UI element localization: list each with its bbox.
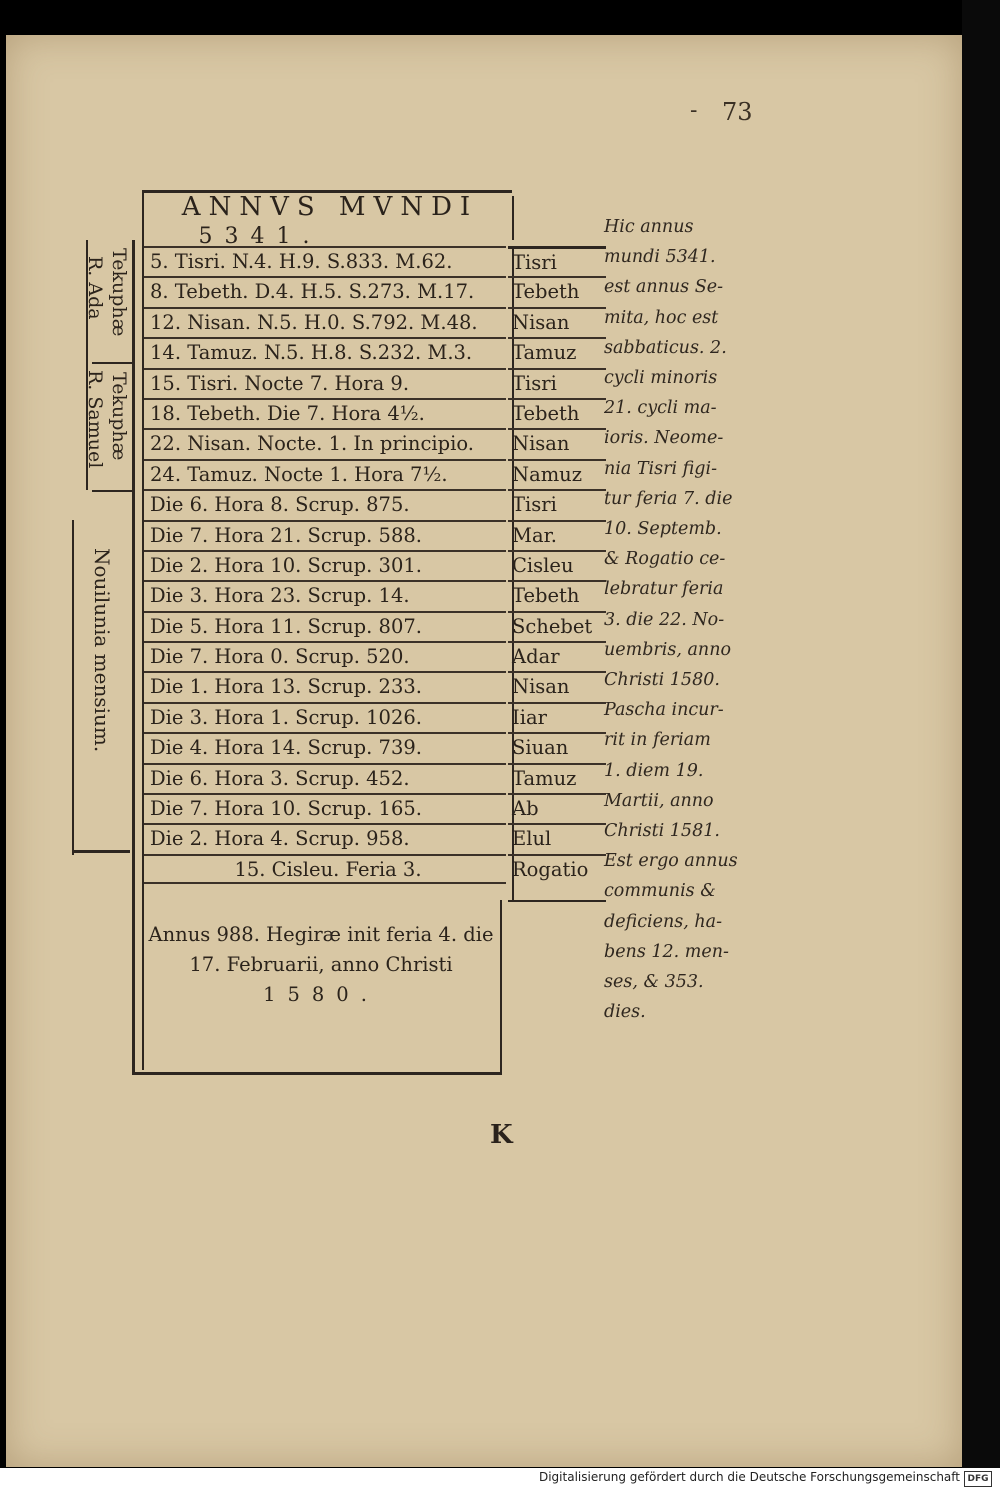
outer-left-rule bbox=[132, 240, 135, 1075]
month-cell: Tamuz bbox=[508, 337, 606, 367]
margin-note-line: nia Tisri figi- bbox=[604, 458, 718, 479]
margin-note-line: ses, & 353. bbox=[604, 972, 704, 993]
dfg-logo: DFG bbox=[964, 1471, 992, 1487]
month-cell: Cisleu bbox=[508, 550, 606, 580]
margin-note-line: cycli minoris bbox=[604, 368, 718, 389]
month-cell: Tebeth bbox=[508, 580, 606, 610]
table-row: Die 6. Hora 3. Scrup. 452. bbox=[144, 763, 506, 793]
left-col-divider-1 bbox=[92, 362, 132, 364]
table-row: Die 5. Hora 11. Scrup. 807. bbox=[144, 611, 506, 641]
hegira-line-1: Annus 988. Hegiræ init feria 4. die bbox=[148, 923, 494, 946]
table-row: Die 3. Hora 1. Scrup. 1026. bbox=[144, 702, 506, 732]
noviluna-label: Nouilunia mensium. bbox=[90, 548, 114, 753]
table-rows bbox=[144, 246, 506, 884]
margin-note-line: mundi 5341. bbox=[604, 247, 716, 268]
month-cell: Adar bbox=[508, 641, 606, 671]
month-cell: Tisri bbox=[508, 368, 606, 398]
margin-note-line: lebratur feria bbox=[604, 579, 724, 600]
hegira-note bbox=[146, 920, 496, 1010]
table-row: Die 3. Hora 23. Scrup. 14. bbox=[144, 580, 506, 610]
left-col-divider-2 bbox=[92, 490, 132, 492]
margin-note-line: 1. diem 19. bbox=[604, 760, 704, 781]
left-col-outer-rule bbox=[72, 520, 74, 855]
table-row: 18. Tebeth. Die 7. Hora 4½. bbox=[144, 398, 506, 428]
hegira-line-3: 1580. bbox=[263, 983, 379, 1006]
table-row: 15. Tisri. Nocte 7. Hora 9. bbox=[144, 368, 506, 398]
month-cell: Nisan bbox=[508, 307, 606, 337]
margin-note-line: ioris. Neome- bbox=[604, 428, 724, 449]
margin-note-line: 21. cycli ma- bbox=[604, 398, 717, 419]
margin-note-line: 3. die 22. No- bbox=[604, 609, 725, 630]
month-column-bottom-rule bbox=[508, 900, 606, 902]
month-cell: Ab bbox=[508, 793, 606, 823]
margin-note-line: Martii, anno bbox=[604, 790, 714, 811]
scan-border bbox=[962, 0, 1000, 1468]
margin-note-line: 10. Septemb. bbox=[604, 519, 722, 540]
table-row: 8. Tebeth. D.4. H.5. S.273. M.17. bbox=[144, 276, 506, 306]
table-row: 24. Tamuz. Nocte 1. Hora 7½. bbox=[144, 459, 506, 489]
month-cell: Rogatio bbox=[508, 854, 606, 884]
margin-note-line: mita, hoc est bbox=[604, 307, 719, 328]
margin-note-line: Christi 1581. bbox=[604, 821, 720, 842]
table-row-final: 15. Cisleu. Feria 3. bbox=[144, 854, 506, 884]
table-row: Die 6. Hora 8. Scrup. 875. bbox=[144, 489, 506, 519]
table-year: 5341. bbox=[198, 224, 322, 249]
margin-note-line: Pascha incur- bbox=[604, 700, 724, 721]
footer-text: Digitalisierung gefördert durch die Deutsche Forschungsgemeinschaft bbox=[538, 1470, 960, 1484]
table-row: 14. Tamuz. N.5. H.8. S.232. M.3. bbox=[144, 337, 506, 367]
margin-note-line: sabbaticus. 2. bbox=[604, 337, 727, 358]
page-number: 73 bbox=[722, 98, 753, 126]
month-cell: Tamuz bbox=[508, 763, 606, 793]
month-cell: Nisan bbox=[508, 671, 606, 701]
table-title: ANNVS MVNDI bbox=[181, 192, 479, 222]
table-row: Die 2. Hora 10. Scrup. 301. bbox=[144, 550, 506, 580]
tekuphae-ada-label-2: R. Ada bbox=[84, 256, 106, 320]
month-cell: Mar. bbox=[508, 520, 606, 550]
margin-note-line: dies. bbox=[604, 1002, 646, 1023]
signature-mark: K bbox=[490, 1120, 513, 1150]
month-cell: Tisri bbox=[508, 246, 606, 276]
footer-bar bbox=[0, 1468, 1000, 1490]
margin-note-line: Hic annus bbox=[604, 217, 694, 237]
table-row: 12. Nisan. N.5. H.0. S.792. M.48. bbox=[144, 307, 506, 337]
margin-note-line: deficiens, ha- bbox=[604, 911, 722, 932]
month-cell: Tebeth bbox=[508, 276, 606, 306]
margin-note-line: Christi 1580. bbox=[604, 670, 720, 691]
month-column bbox=[508, 246, 606, 884]
month-cell: Siuan bbox=[508, 732, 606, 762]
table-row: Die 4. Hora 14. Scrup. 739. bbox=[144, 732, 506, 762]
table-row: Die 7. Hora 0. Scrup. 520. bbox=[144, 641, 506, 671]
margin-note-line: communis & bbox=[604, 881, 716, 902]
month-cell: Namuz bbox=[508, 459, 606, 489]
margin-note-line: est annus Se- bbox=[604, 277, 723, 298]
margin-note bbox=[604, 212, 752, 1027]
table-bottom-rule bbox=[132, 1072, 500, 1075]
left-col-bottom-rule bbox=[72, 850, 130, 853]
margin-note-line: bens 12. men- bbox=[604, 941, 729, 962]
table-row: 5. Tisri. N.4. H.9. S.833. M.62. bbox=[144, 246, 506, 276]
month-cell: Tisri bbox=[508, 489, 606, 519]
table-row: Die 7. Hora 21. Scrup. 588. bbox=[144, 520, 506, 550]
hegira-line-2: 17. Februarii, anno Christi bbox=[189, 953, 453, 976]
month-cell: Tebeth bbox=[508, 398, 606, 428]
month-cell: Schebet bbox=[508, 611, 606, 641]
table-title-right-rule bbox=[512, 196, 514, 240]
margin-note-line: & Rogatio ce- bbox=[604, 549, 726, 570]
table-row: Die 7. Hora 10. Scrup. 165. bbox=[144, 793, 506, 823]
margin-note-line: Est ergo annus bbox=[604, 851, 738, 872]
table-row: 22. Nisan. Nocte. 1. In principio. bbox=[144, 428, 506, 458]
tekuphae-samuel-label-2: R. Samuel bbox=[84, 370, 106, 469]
month-cell: Elul bbox=[508, 823, 606, 853]
margin-note-line: uembris, anno bbox=[604, 639, 732, 660]
tekuphae-samuel-label-1: Tekuphæ bbox=[108, 372, 130, 461]
margin-note-line: tur feria 7. die bbox=[604, 488, 733, 509]
table-row: Die 2. Hora 4. Scrup. 958. bbox=[144, 823, 506, 853]
table-right-rule bbox=[500, 900, 502, 1075]
month-cell: Nisan bbox=[508, 428, 606, 458]
table-row: Die 1. Hora 13. Scrup. 233. bbox=[144, 671, 506, 701]
page-dash: - bbox=[690, 98, 698, 123]
margin-note-line: rit in feriam bbox=[604, 730, 711, 751]
tekuphae-ada-label-1: Tekuphæ bbox=[108, 248, 130, 337]
month-cell: Iiar bbox=[508, 702, 606, 732]
